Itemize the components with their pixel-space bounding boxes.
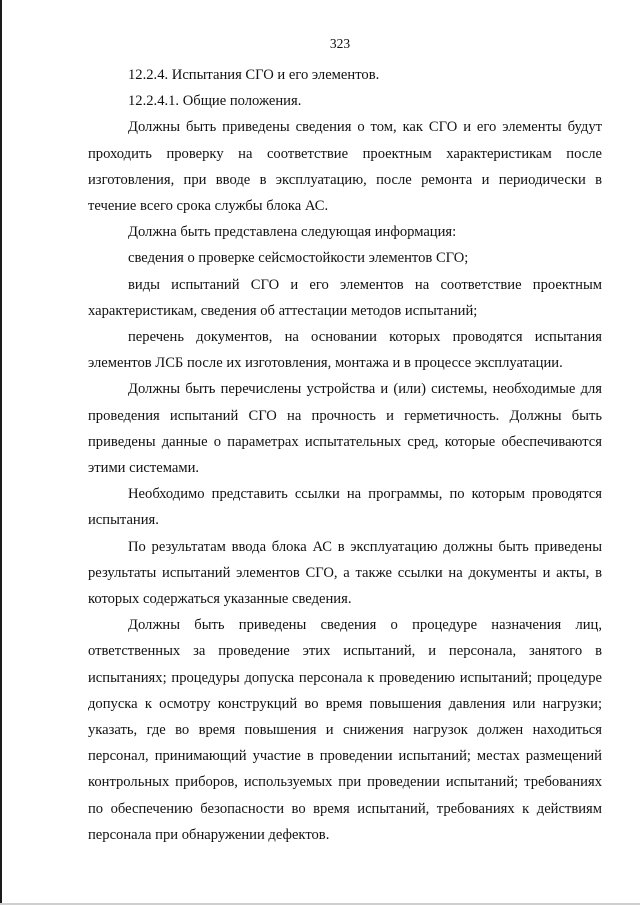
paragraph: По результатам ввода блока АС в эксплуатацию должны быть приведены результаты испытаний элементов СГО, а также ссылки на документы и акты, в которых содержаться указанные сведения.: [88, 538, 602, 608]
list-item: перечень документов, на основании которых проводятся испытания элементов ЛСБ после их изготовления, монтажа и в процессе эксплуатации.: [88, 329, 602, 372]
paragraph: Необходимо представить ссылки на программы, по которым проводятся испытания.: [88, 486, 602, 529]
paragraph: Должна быть представлена следующая информация:: [128, 224, 457, 241]
list-item: виды испытаний СГО и его элементов на соответствие проектным характеристикам, сведения об аттестации методов испытаний;: [88, 276, 602, 319]
paragraph: Должны быть приведены сведения о том, как СГО и его элементы будут проходить проверку на соответствие проектным характеристикам после изготовления, при вводе в эксплуатацию, после ремонта и периодически в течение всего срока службы блока АС.: [88, 119, 602, 215]
section-heading: 12.2.4. Испытания СГО и его элементов.: [128, 67, 380, 83]
document-body: [88, 62, 602, 848]
scan-edge-left: [0, 0, 2, 905]
list-item: сведения о проверке сейсмостойкости элементов СГО;: [128, 250, 469, 267]
subsection-heading: 12.2.4.1. Общие положения.: [128, 93, 302, 110]
paragraph: Должны быть перечислены устройства и (или) системы, необходимые для проведения испытаний СГО на прочность и герметичность. Должны быть приведены данные о параметрах испытательных сред, которые обеспечиваются этими системами.: [88, 381, 602, 477]
page-number: 323: [329, 36, 351, 51]
paragraph: Должны быть приведены сведения о процедуре назначения лиц, ответственных за проведение этих испытаний, и персонала, занятого в испытаниях; процедуры допуска персонала к проведению испытаний; процедуре допуска к осмотру конструкций во время повышения давления или нагрузки; указать, где во время повышения и снижения нагрузок должен находиться персонал, принимающий участие в проведении испытаний; местах размещений контрольных приборов, используемых при проведении испытаний; требованиях по обеспечению безопасности во время испытаний, требованиях к действиям персонала при обнаружении дефектов.: [88, 617, 602, 843]
